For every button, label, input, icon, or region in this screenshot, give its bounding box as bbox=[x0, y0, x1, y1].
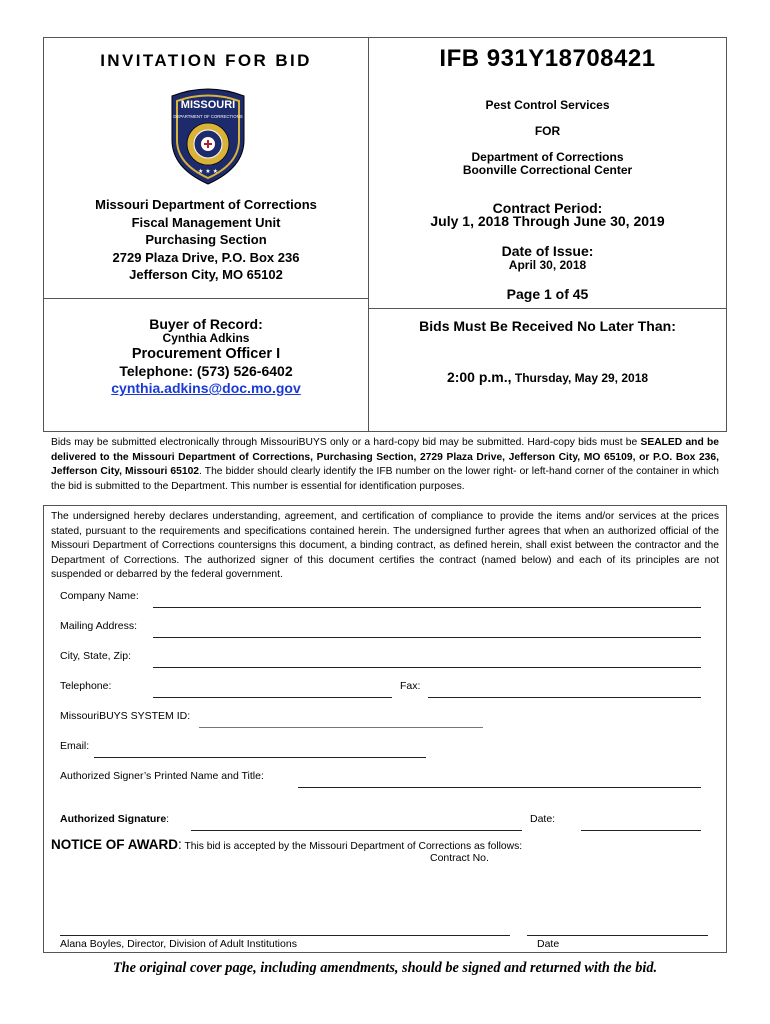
buyer-title: Procurement Officer I bbox=[131, 346, 281, 362]
deadline-date: Thursday, May 29, 2018 bbox=[511, 371, 649, 385]
svg-text:★ ★ ★: ★ ★ ★ bbox=[198, 168, 218, 175]
telephone-input[interactable] bbox=[153, 697, 392, 698]
signature-date-label: Date: bbox=[530, 813, 556, 825]
authorized-signature-input[interactable] bbox=[191, 830, 522, 831]
buyer-email-wrap bbox=[43, 380, 369, 396]
city-state-zip-input[interactable] bbox=[153, 667, 701, 668]
deadline-label: Bids Must Be Received No Later Than: bbox=[419, 318, 676, 334]
page-indicator: Page 1 of 45 bbox=[506, 286, 589, 302]
footer-note: The original cover page, including amendments, should be signed and returned with the bid. bbox=[112, 960, 658, 976]
telephone-label: Telephone: bbox=[60, 680, 112, 692]
department-line-2: Boonville Correctional Center bbox=[462, 163, 633, 177]
notice-of-award-title: NOTICE OF AWARD bbox=[51, 837, 178, 852]
company-name-input[interactable] bbox=[153, 607, 701, 608]
city-state-zip-label: City, State, Zip: bbox=[60, 650, 131, 662]
fax-input[interactable] bbox=[428, 697, 701, 698]
declaration-text: The undersigned hereby declares understanding, agreement, and certification of compliance to provide the items and/or services at the prices stated, pursuant to the requirements and specifications contained herein. The undersigned further agrees that when an authorized official of the Missouri Department of Corrections countersigns this document, a binding contract, as defined herein, shall exist between the contractor and the Department of Corrections. The authorized signer of this document certifies the contract (named below) and each of its principles are not suspended or debarred by the federal government. bbox=[51, 511, 719, 580]
fax-label: Fax: bbox=[400, 680, 421, 692]
instructions-text-1: Bids may be submitted electronically through MissouriBUYS only or a hard-copy bid may be submitted. Hard-copy bids must be bbox=[51, 437, 638, 448]
seal-top-text: MISSOURI bbox=[180, 99, 236, 111]
buyer-name: Cynthia Adkins bbox=[162, 331, 250, 345]
award-date-label: Date bbox=[537, 938, 560, 950]
buyer-email-link[interactable]: cynthia.adkins@doc.mo.gov bbox=[111, 380, 301, 396]
buyer-phone: Telephone: (573) 526-6402 bbox=[119, 363, 293, 379]
signer-name-title-label: Authorized Signer’s Printed Name and Title: bbox=[60, 770, 264, 782]
instructions-delivery-address: SEALED and be delivered to the Missouri Department of Corrections, Purchasing Section, 2729 Plaza Drive, Jefferson City, MO 65109, or P.O. Box 236, Jefferson City, Missouri 65102 bbox=[51, 437, 719, 477]
authorized-signature-colon: : bbox=[166, 813, 170, 825]
notice-of-award-colon: : bbox=[178, 837, 182, 852]
deadline-time: 2:00 p.m., bbox=[446, 369, 512, 385]
address-line-3: Purchasing Section bbox=[145, 232, 267, 247]
notice-of-award-text: This bid is accepted by the Missouri Department of Corrections as follows: bbox=[181, 841, 523, 852]
address-line-2: Fiscal Management Unit bbox=[131, 214, 281, 230]
contract-period: July 1, 2018 Through June 30, 2019 bbox=[430, 213, 665, 229]
address-line-5: Jefferson City, MO 65102 bbox=[129, 267, 283, 282]
service-title: Pest Control Services bbox=[485, 98, 610, 112]
signer-name-title-input[interactable] bbox=[298, 787, 701, 788]
contract-period-label: Contract Period: bbox=[492, 200, 603, 216]
date-of-issue-label: Date of Issue: bbox=[501, 243, 594, 259]
signature-date-input[interactable] bbox=[581, 830, 701, 831]
award-date-line[interactable] bbox=[527, 935, 708, 936]
company-name-label: Company Name: bbox=[60, 590, 139, 602]
missouribuys-id-input[interactable] bbox=[199, 727, 483, 728]
mailing-address-label: Mailing Address: bbox=[60, 620, 138, 632]
date-of-issue: April 30, 2018 bbox=[508, 258, 587, 272]
address-line-1: Missouri Department of Corrections bbox=[95, 197, 317, 212]
for-label: FOR bbox=[534, 124, 561, 138]
email-label: Email: bbox=[60, 740, 90, 752]
contract-number-label: Contract No. bbox=[430, 852, 489, 864]
buyer-label: Buyer of Record: bbox=[149, 316, 263, 332]
email-input[interactable] bbox=[94, 757, 426, 758]
missouri-doc-seal-icon bbox=[166, 88, 250, 186]
invitation-title: INVITATION FOR BID bbox=[100, 51, 312, 70]
authorized-signature-text: Authorized Signature bbox=[60, 813, 167, 825]
seal-ring-text: DEPARTMENT OF CORRECTIONS bbox=[173, 114, 243, 119]
director-signature-line[interactable] bbox=[60, 935, 510, 936]
authorized-signature-label bbox=[60, 813, 169, 825]
mailing-address-input[interactable] bbox=[153, 637, 701, 638]
address-block bbox=[43, 196, 369, 284]
instructions-text-2: . The bidder should clearly identify the IFB number on the lower right- or left-hand corner of the container in which the bid is submitted to the Department. This number is essential for identification purposes. bbox=[51, 466, 719, 492]
instructions-paragraph bbox=[51, 436, 719, 494]
address-line-4: 2729 Plaza Drive, P.O. Box 236 bbox=[112, 249, 300, 265]
director-name: Alana Boyles, Director, Division of Adult Institutions bbox=[60, 938, 297, 950]
ifb-number: IFB 931Y18708421 bbox=[439, 45, 656, 72]
missouribuys-id-label: MissouriBUYS SYSTEM ID: bbox=[60, 710, 191, 722]
department-line-1: Department of Corrections bbox=[471, 150, 624, 164]
deadline-datetime bbox=[368, 369, 727, 387]
